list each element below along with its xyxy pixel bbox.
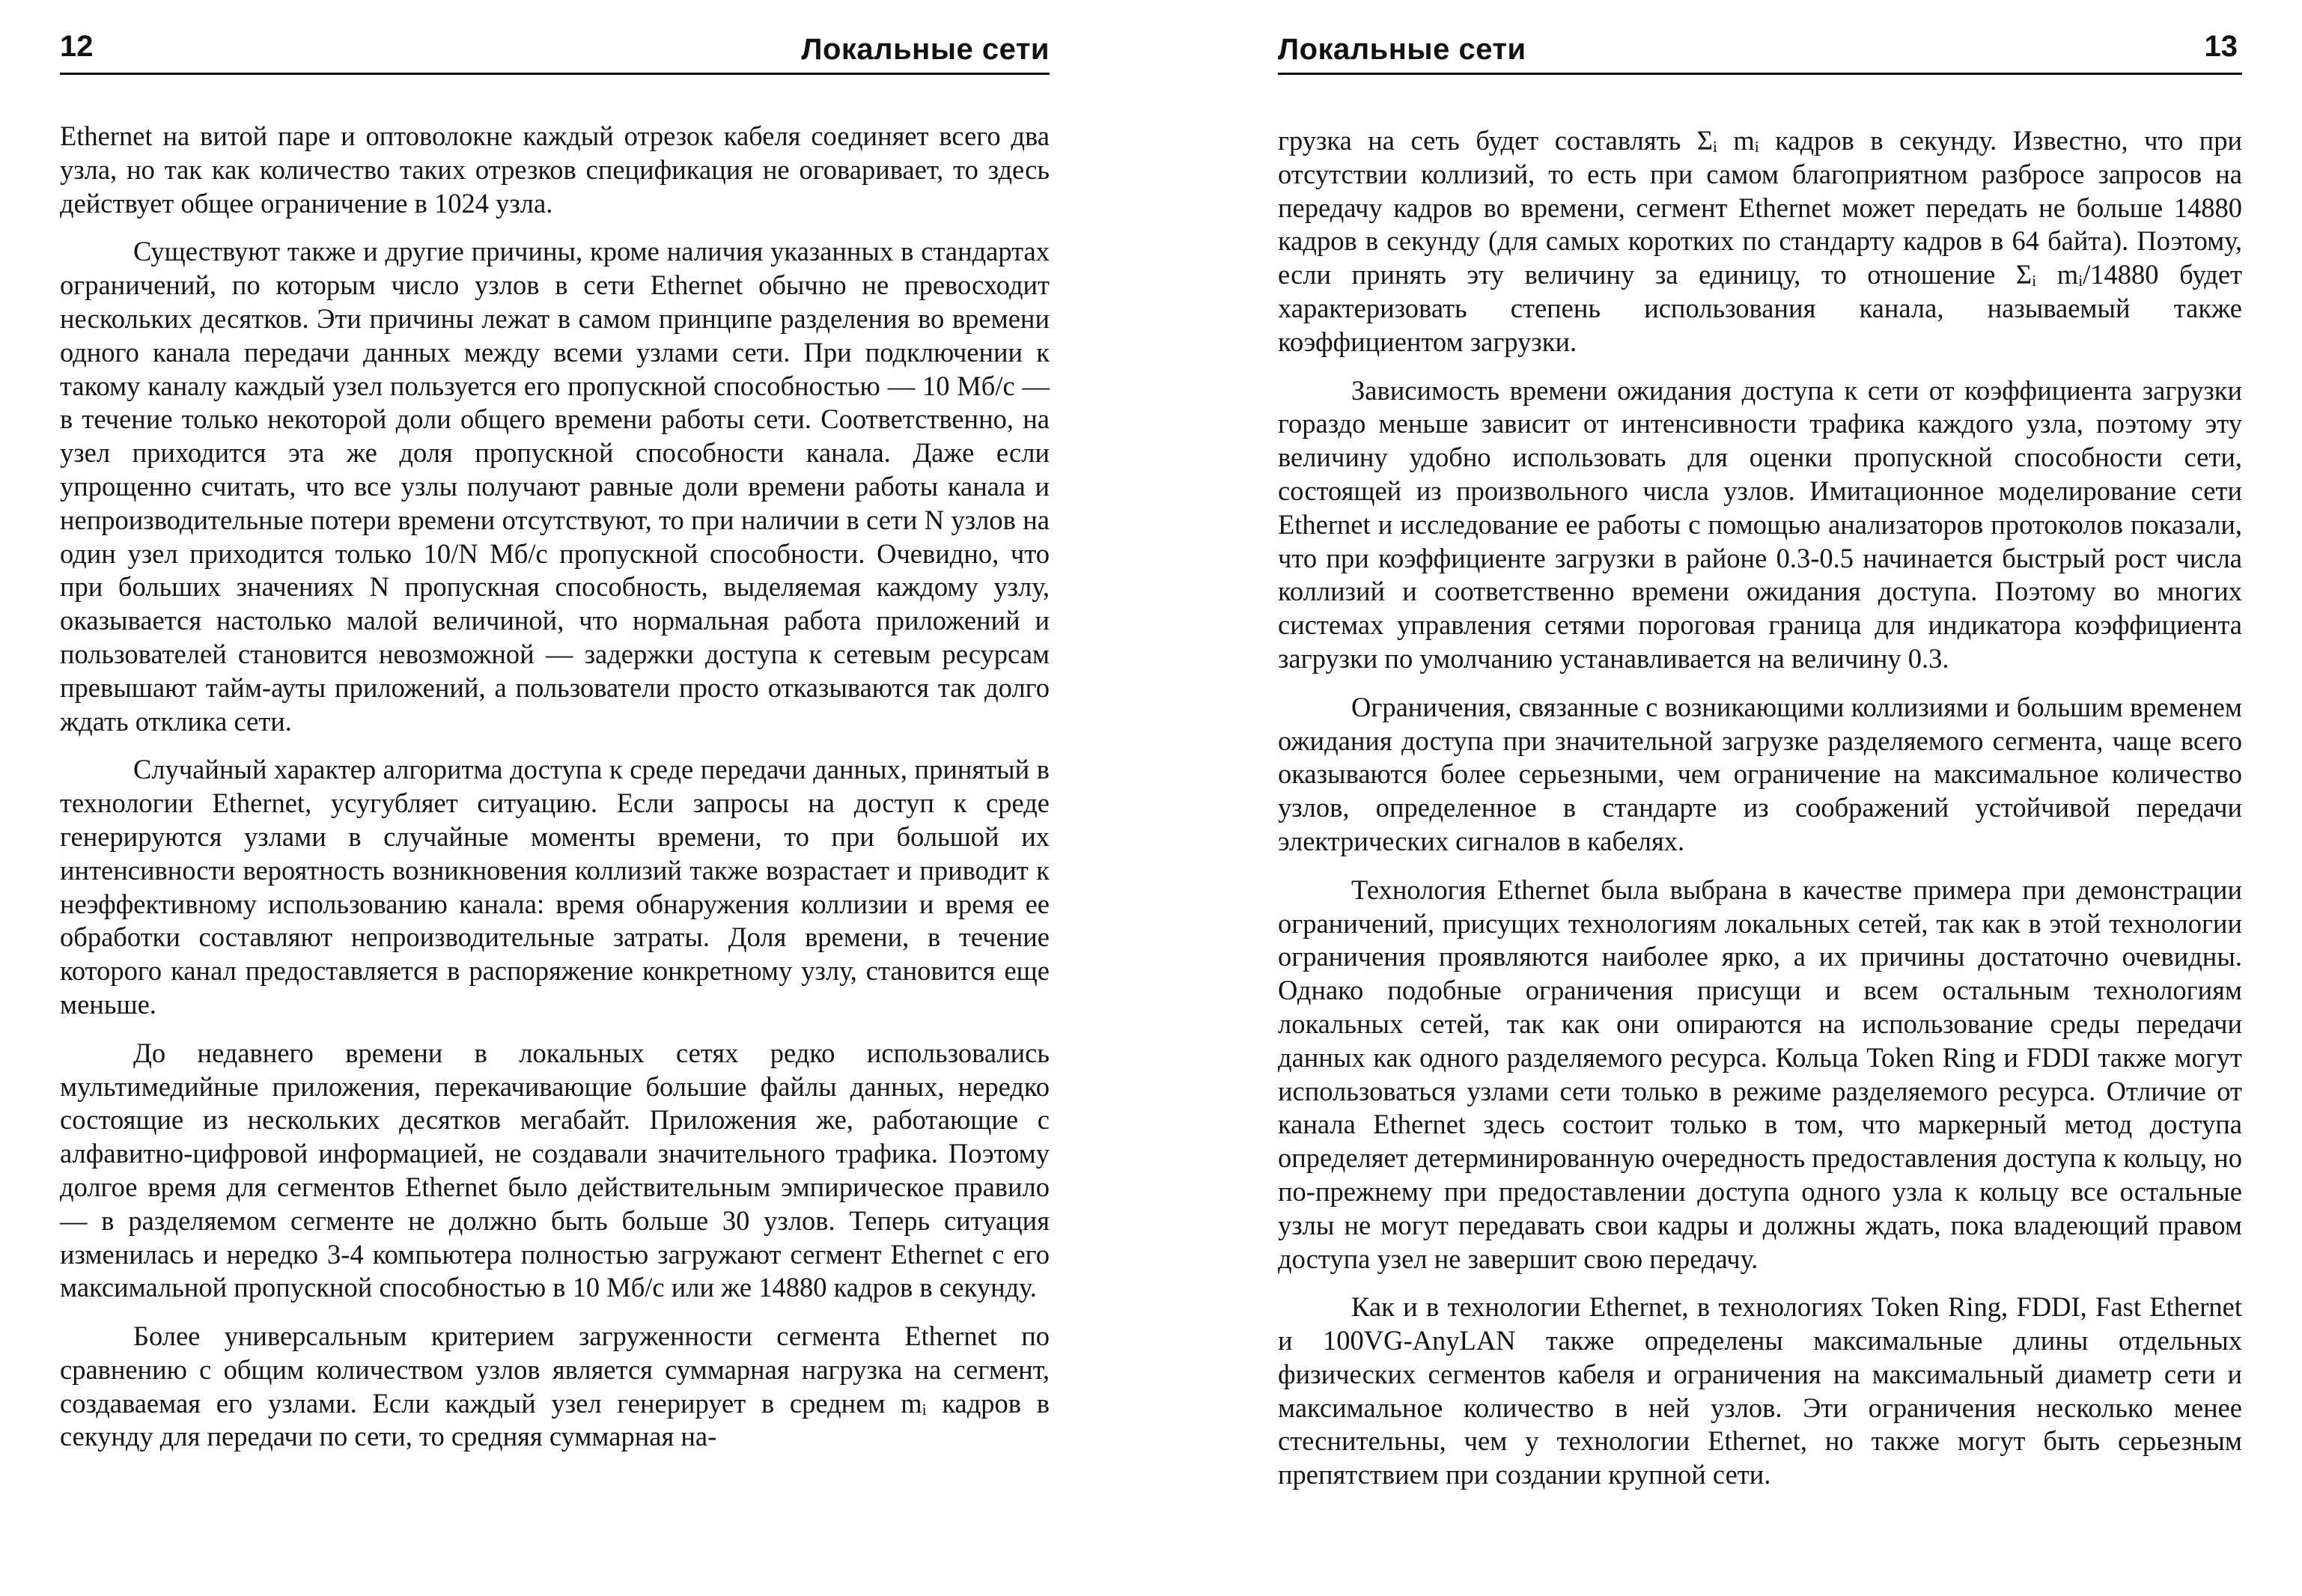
left-paragraph-4: До недавнего времени в локальных сетях редко использовались мультимедийные приложения, перекачивающие большие файлы данных, нередко состоящие из нескольких десятков мегабайт. Приложения же, работающие с алфавитно-цифровой информацией, не создавали значительного трафика. Поэтому долгое время для сегментов Ethernet было действительным эмпирическое правило — в разделяемом сегменте не должно быть больше 30 узлов. Теперь ситуация изменилась и нередко 3-4 компьютера полностью загружают сегмент Ethernet с его максимальной пропускной способностью в 10 Мб/с или же 14880 кадров в секунду.	[60, 1037, 1050, 1303]
left-paragraph-1: Ethernet на витой паре и оптоволокне каждый отрезок кабеля соединяет всего два узла, но так как количество таких отрезков спецификация не оговаривает, то здесь действует общее ограничение в 1024 узла.	[60, 121, 1050, 219]
left-running-title: Локальные сети	[801, 33, 1050, 66]
right-header-rule	[1278, 73, 2242, 75]
left-text-column	[60, 120, 1050, 1454]
left-page-number: 12	[60, 30, 94, 63]
right-paragraph-2: Зависимость времени ожидания доступа к сети от коэффициента загрузки гораздо меньше зависит от интенсивности трафика каждого узла, поэтому эту величину удобно использовать для оценки пропускной способности сети, состоящей из произвольного числа узлов. Имитационное моделирование сети Ethernet и исследование ее работы с помощью анализаторов протоколов показали, что при коэффициенте загрузки в районе 0.3-0.5 начинается быстрый рост числа коллизий и соответственно времени ожидания доступа. Поэтому во многих системах управления сетями пороговая граница для индикатора коэффициента загрузки по умолчанию устанавливается на величину 0.3.	[1278, 374, 2242, 674]
right-running-title: Локальные сети	[1278, 33, 1526, 66]
right-paragraph-4: Технология Ethernet была выбрана в качестве примера при демонстрации ограничений, присущих технологиям локальных сетей, так как в этой технологии ограничения проявляются наиболее ярко, а их причины достаточно очевидны. Однако подобные ограничения присущи и всем остальным технологиям локальных сетей, так как они опираются на использование среды передачи данных как одного разделяемого ресурса. Кольца Token Ring и FDDI также могут использоваться узлами сети только в режиме разделяемого ресурса. Отличие от канала Ethernet здесь состоит только в том, что маркерный метод доступа определяет детерминированную очередность предоставления доступа к кольцу, но по-прежнему при предоставлении доступа одного узла к кольцу все остальные узлы не могут передавать свои кадры и должны ждать, пока владеющий правом доступа узел не завершит свою передачу.	[1278, 874, 2242, 1274]
left-running-head	[60, 28, 1050, 75]
left-paragraph-5: Более универсальным критерием загруженности сегмента Ethernet по сравнению с общим количеством узлов является суммарная нагрузка на сегмент, создаваемая его узлами. Если каждый узел генерирует в среднем mᵢ кадров в секунду для передачи по сети, то средняя суммарная на-	[60, 1321, 1050, 1452]
left-paragraph-2: Существуют также и другие причины, кроме наличия указанных в стандартах ограничений, по которым число узлов в сети Ethernet обычно не превосходит нескольких десятков. Эти причины лежат в самом принципе разделения во времени одного канала передачи данных между всеми узлами сети. При подключении к такому каналу каждый узел пользуется его пропускной способностью — 10 Мб/с — в течение только некоторой доли общего времени работы сети. Соответственно, на узел приходится эта же доля пропускной способности канала. Даже если упрощенно считать, что все узлы получают равные доли времени работы канала и непроизводительные потери времени отсутствуют, то при наличии в сети N узлов на один узел приходится только 10/N Мб/с пропускной способности. Очевидно, что при больших значениях N пропускная способность, выделяемая каждому узлу, оказывается настолько малой величиной, что нормальная работа приложений и пользователей становится невозможной — задержки доступа к сетевым ресурсам превышают тайм-ауты приложений, а пользователи просто отказываются так долго ждать отклика сети.	[60, 236, 1050, 737]
left-header-rule	[60, 73, 1050, 75]
right-text-column	[1278, 124, 2242, 1492]
right-page-number: 13	[2204, 30, 2238, 63]
right-paragraph-5: Как и в технологии Ethernet, в технологиях Token Ring, FDDI, Fast Ethernet и 100VG-AnyLAN также определены максимальные длины отдельных физических сегментов кабеля и ограничения на максимальный диаметр сети и максимальное количество в ней узлов. Эти ограничения несколько менее стеснительны, чем у технологии Ethernet, но также могут быть серьезным препятствием при создании крупной сети.	[1278, 1291, 2242, 1490]
right-running-head	[1278, 28, 2242, 75]
left-paragraph-3: Случайный характер алгоритма доступа к среде передачи данных, принятый в технологии Ethernet, усугубляет ситуацию. Если запросы на доступ к среде генерируются узлами в случайные моменты времени, то при большой их интенсивности вероятность возникновения коллизий также возрастает и приводит к неэффективному использованию канала: время обнаружения коллизии и время ее обработки составляют непроизводительные затраты. Доля времени, в течение которого канал предоставляется в распоряжение конкретному узлу, становится еще меньше.	[60, 754, 1050, 1020]
right-paragraph-3: Ограничения, связанные с возникающими коллизиями и большим временем ожидания доступа при значительной загрузке разделяемого сегмента, чаще всего оказываются более серьезными, чем ограничение на максимальное количество узлов, определенное в стандарте из соображений устойчивой передачи электрических сигналов в кабелях.	[1278, 691, 2242, 856]
right-page	[1151, 0, 2302, 1596]
right-paragraph-1: грузка на сеть будет составлять Σᵢ mᵢ кадров в секунду. Известно, что при отсутствии коллизий, то есть при самом благоприятном разбросе запросов на передачу кадров во времени, сегмент Ethernet может передать не больше 14880 кадров в секунду (для самых коротких по стандарту кадров в 64 байта). Поэтому, если принять эту величину за единицу, то отношение Σᵢ mᵢ/14880 будет характеризовать степень использования канала, называемый также коэффициентом загрузки.	[1278, 125, 2242, 357]
